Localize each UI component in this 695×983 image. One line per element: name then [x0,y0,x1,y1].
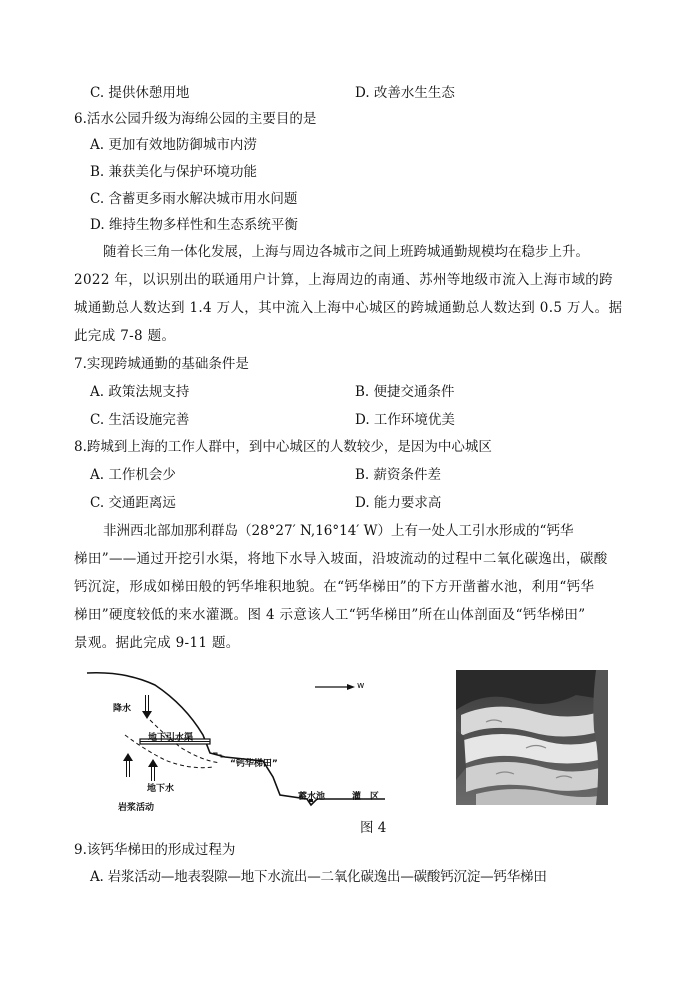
upward-arrow-icon-2 [148,759,158,781]
q5-option-c: C. 提供休憩用地 [90,85,190,101]
passage2-line-1: 非洲西北部加那利群岛（28°27′ N,16°14′ W）上有一处人工引水形成的“钙华 [103,523,574,539]
q8-option-d: D. 能力要求高 [355,495,442,511]
q7-option-a: A. 政策法规支持 [90,384,190,400]
passage1-line-1: 随着长三角一体化发展，上海与周边各城市之间上班跨城通勤规模均在稳步上升。 [103,244,589,260]
label-west: w [357,681,365,691]
q9-stem: 9.该钙华梯田的形成过程为 [74,842,236,858]
passage1-line-2: 2022 年，以识别出的联通用户计算，上海周边的南通、苏州等地级市流入上海市域的跨 [74,272,613,288]
passage2-line-2: 梯田”——通过开挖引水渠，将地下水导入坡面，沿坡流动的过程中二氧化碳逸出，碳酸 [74,551,608,567]
label-pool: 蓄水池 [298,792,326,802]
q8-stem: 8.跨城到上海的工作人群中，到中心城区的人数较少，是因为中心城区 [74,439,492,455]
q7-stem: 7.实现跨城通勤的基础条件是 [74,356,249,372]
label-rain: 降水 [113,704,132,714]
q6-option-d: D. 维持生物多样性和生态系统平衡 [90,217,298,233]
q6-option-c: C. 含蓄更多雨水解决城市用水问题 [90,191,298,207]
q6-option-b: B. 兼获美化与保护环境功能 [90,164,258,180]
passage2-line-4: 梯田”硬度较低的来水灌溉。图 4 示意该人工“钙华梯田”所在山体剖面及“钙华梯田” [74,607,586,623]
q9-option-a: A. 岩浆活动—地表裂隙—地下水流出—二氧化碳逸出—碳酸钙沉淀—钙华梯田 [90,869,547,885]
passage2-line-3: 钙沉淀，形成如梯田般的钙华堆积地貌。在“钙华梯田”的下方开凿蓄水池，利用“钙华 [74,579,595,595]
rain-arrow-icon [142,695,152,719]
figure-caption: 图 4 [360,820,387,836]
q6-option-a: A. 更加有效地防御城市内涝 [90,137,257,153]
label-underground-channel: 地下引水渠 [148,733,194,743]
mountain-slope [87,673,385,805]
label-groundwater: 地下水 [147,784,175,794]
label-irrigation: 灌 区 [352,792,380,802]
passage1-line-3: 城通勤总人数达到 1.4 万人，其中流入上海中心城区的跨城通勤总人数达到 0.5 万人。据 [74,300,623,316]
q7-option-d: D. 工作环境优美 [355,412,455,428]
profile-diagram [85,665,395,815]
label-terrace: “钙华梯田” [230,759,278,769]
q6-stem: 6.活水公园升级为海绵公园的主要目的是 [74,111,317,127]
passage2-line-5: 景观。据此完成 9-11 题。 [74,635,240,651]
q7-option-b: B. 便捷交通条件 [355,384,455,400]
q8-option-b: B. 薪资条件差 [355,467,442,483]
q7-option-c: C. 生活设施完善 [90,412,190,428]
west-arrow-icon [315,684,355,690]
label-magma: 岩浆活动 [118,803,155,813]
passage1-line-4: 此完成 7-8 题。 [74,328,176,344]
q8-option-a: A. 工作机会少 [90,467,176,483]
q8-option-c: C. 交通距离远 [90,495,176,511]
q5-option-d: D. 改善水生生态 [355,85,455,101]
upward-arrow-icon-1 [123,753,133,777]
terrace-landscape-photo [456,670,608,805]
